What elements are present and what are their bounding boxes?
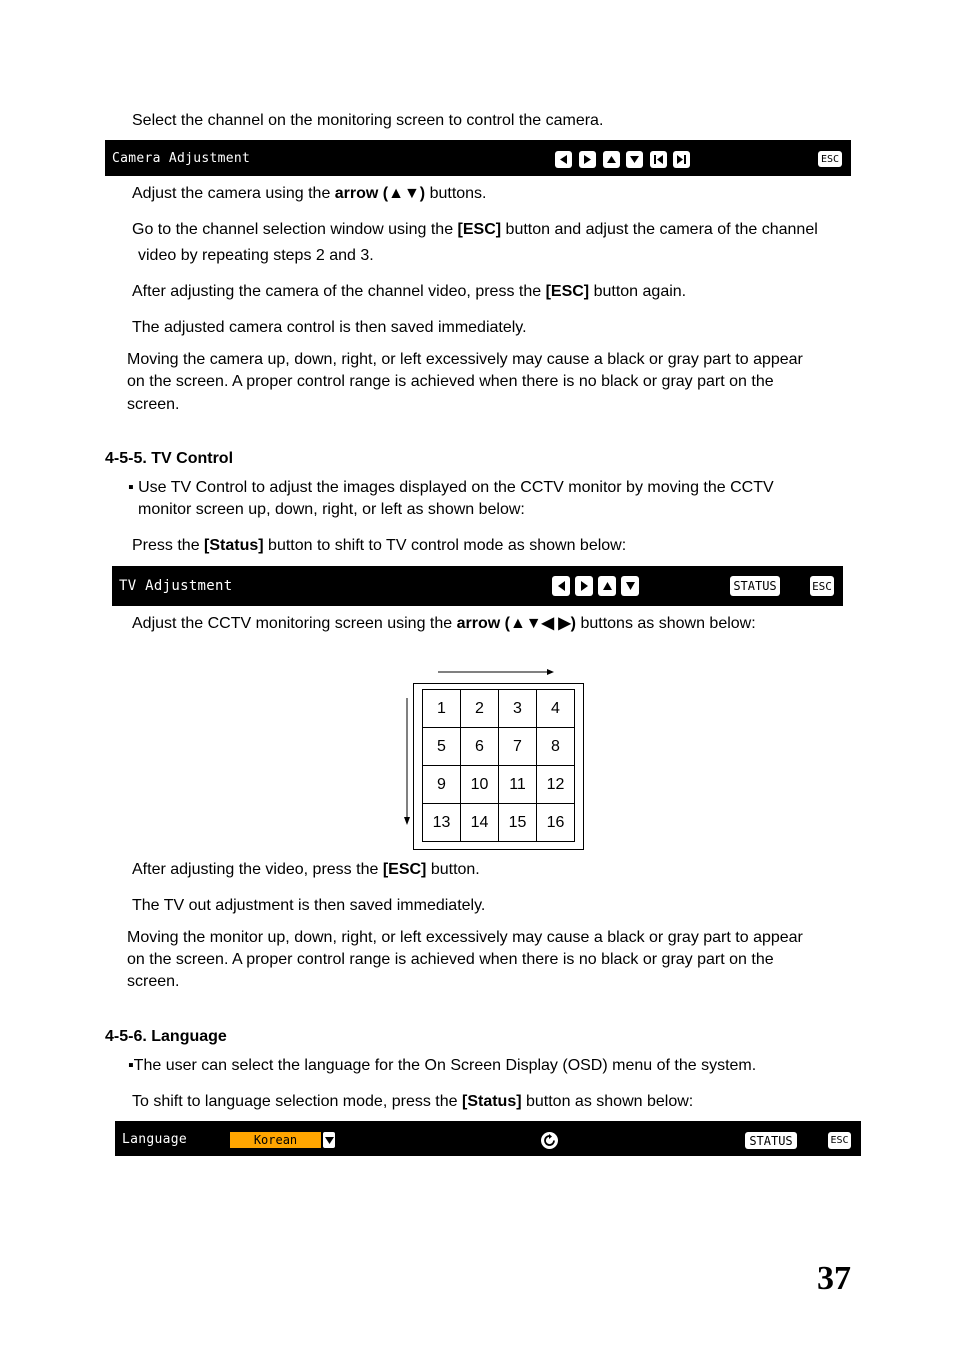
grid-row	[423, 690, 575, 728]
lang-press-b: [Status]	[461, 1093, 522, 1110]
down-arrowhead	[404, 817, 410, 825]
channel-select-text-a: Go to the channel selection window using the	[132, 221, 458, 238]
esc-button[interactable]: ESC	[810, 576, 834, 596]
language-press-status-text	[132, 1091, 693, 1113]
camera-warning-line3: screen.	[127, 396, 180, 413]
language-bar	[115, 1121, 861, 1156]
grid-cell: 7	[499, 728, 537, 766]
tv-adjust-b: arrow (▲▼◀ ▶)	[456, 615, 577, 632]
tv-after-text	[132, 859, 480, 881]
tv-adjust-arrow-text	[132, 613, 756, 635]
tv-press-b: [Status]	[204, 537, 264, 554]
intro-text: Select the channel on the monitoring screen to control the camera.	[132, 112, 604, 129]
adjust-camera-text-a: Adjust the camera using the	[132, 185, 335, 202]
refresh-icon[interactable]	[541, 1132, 558, 1149]
grid-cell: 11	[499, 766, 537, 804]
after-camera-text-a: After adjusting the camera of the channel video, press the	[132, 283, 546, 300]
esc-button[interactable]: ESC	[818, 151, 842, 167]
after-camera-text-b: [ESC]	[545, 283, 590, 300]
tv-adjust-c: buttons as shown below:	[576, 615, 756, 632]
tv-saved-text: The TV out adjustment is then saved immediately.	[132, 897, 486, 914]
tv-control-heading: 4-5-5. TV Control	[105, 450, 234, 467]
tv-after-a: After adjusting the video, press the	[132, 861, 383, 878]
status-button[interactable]: STATUS	[745, 1132, 797, 1149]
grid-cell: 6	[461, 728, 499, 766]
right-arrow-icon[interactable]	[579, 151, 596, 168]
camera-adjustment-label: Camera Adjustment	[112, 151, 251, 166]
camera-warning-line2: on the screen. A proper control range is achieved when there is no black or gray part on the	[127, 373, 774, 390]
grid-row	[423, 804, 575, 842]
grid-cell: 5	[423, 728, 461, 766]
grid-cell: 2	[461, 690, 499, 728]
grid-cell: 9	[423, 766, 461, 804]
up-arrow-icon[interactable]	[603, 151, 620, 168]
right-arrowhead	[547, 669, 554, 675]
skip-icon[interactable]	[673, 151, 690, 168]
right-arrow-icon[interactable]	[575, 576, 593, 596]
language-label: Language	[122, 1132, 188, 1147]
grid-row	[423, 766, 575, 804]
adjust-camera-text	[132, 183, 487, 205]
tv-warning-line1: Moving the monitor up, down, right, or left excessively may cause a black or gray part to appear	[127, 929, 803, 946]
after-camera-text	[132, 281, 686, 303]
grid-cell: 12	[537, 766, 575, 804]
tv-adjustment-bar	[112, 566, 843, 606]
grid-cell: 16	[537, 804, 575, 842]
channel-select-text-b: [ESC]	[457, 221, 502, 238]
grid-cell: 8	[537, 728, 575, 766]
lang-press-c: button as shown below:	[521, 1093, 694, 1110]
tv-press-c: button to shift to TV control mode as shown below:	[263, 537, 627, 554]
up-arrow-icon[interactable]	[598, 576, 616, 596]
tv-adjust-a: Adjust the CCTV monitoring screen using the	[132, 615, 457, 632]
language-heading: 4-5-6. Language	[105, 1028, 227, 1045]
tv-adjustment-label: TV Adjustment	[119, 578, 233, 594]
camera-warning-line1: Moving the camera up, down, right, or left excessively may cause a black or gray part to appear	[127, 351, 803, 368]
down-arrow-icon[interactable]	[621, 576, 639, 596]
left-arrow-icon[interactable]	[552, 576, 570, 596]
tv-press-status-text	[132, 535, 626, 557]
page-number: 37	[817, 1260, 851, 1297]
tv-after-c: button.	[426, 861, 480, 878]
tv-bullet-line2: monitor screen up, down, right, or left as shown below:	[138, 501, 525, 518]
language-select[interactable]: Korean	[230, 1132, 321, 1148]
esc-button[interactable]: ESC	[828, 1132, 851, 1149]
grid-cell: 15	[499, 804, 537, 842]
channel-select-text-line2: video by repeating steps 2 and 3.	[138, 247, 374, 264]
k-icon[interactable]	[650, 151, 667, 168]
camera-adjustment-bar	[105, 140, 851, 176]
tv-press-a: Press the	[132, 537, 205, 554]
down-arrow-icon[interactable]	[626, 151, 643, 168]
tv-bullet-line1: ▪ Use TV Control to adjust the images displayed on the CCTV monitor by moving the CCTV	[128, 479, 774, 496]
tv-after-b: [ESC]	[382, 861, 427, 878]
language-bullet: ▪The user can select the language for the On Screen Display (OSD) menu of the system.	[128, 1057, 757, 1074]
status-button[interactable]: STATUS	[730, 576, 780, 596]
adjust-camera-text-c: buttons.	[425, 185, 487, 202]
grid-cell: 1	[423, 690, 461, 728]
left-arrow-icon[interactable]	[555, 151, 572, 168]
camera-saved-text: The adjusted camera control is then saved immediately.	[132, 319, 527, 336]
after-camera-text-c: button again.	[589, 283, 687, 300]
grid-cell: 10	[461, 766, 499, 804]
adjust-camera-text-b: arrow (▲▼)	[334, 185, 426, 202]
tv-warning-line2: on the screen. A proper control range is achieved when there is no black or gray part on the	[127, 951, 774, 968]
lang-press-a: To shift to language selection mode, press the	[132, 1093, 462, 1110]
chevron-down-icon[interactable]	[323, 1132, 335, 1148]
grid-cell: 4	[537, 690, 575, 728]
grid-cell: 14	[461, 804, 499, 842]
grid-row	[423, 728, 575, 766]
grid-cell: 3	[499, 690, 537, 728]
tv-warning-line3: screen.	[127, 973, 180, 990]
grid-cell: 13	[423, 804, 461, 842]
channel-select-text-c: button and adjust the camera of the channel	[501, 221, 818, 238]
channel-select-text	[132, 219, 818, 241]
channel-grid	[422, 689, 575, 842]
